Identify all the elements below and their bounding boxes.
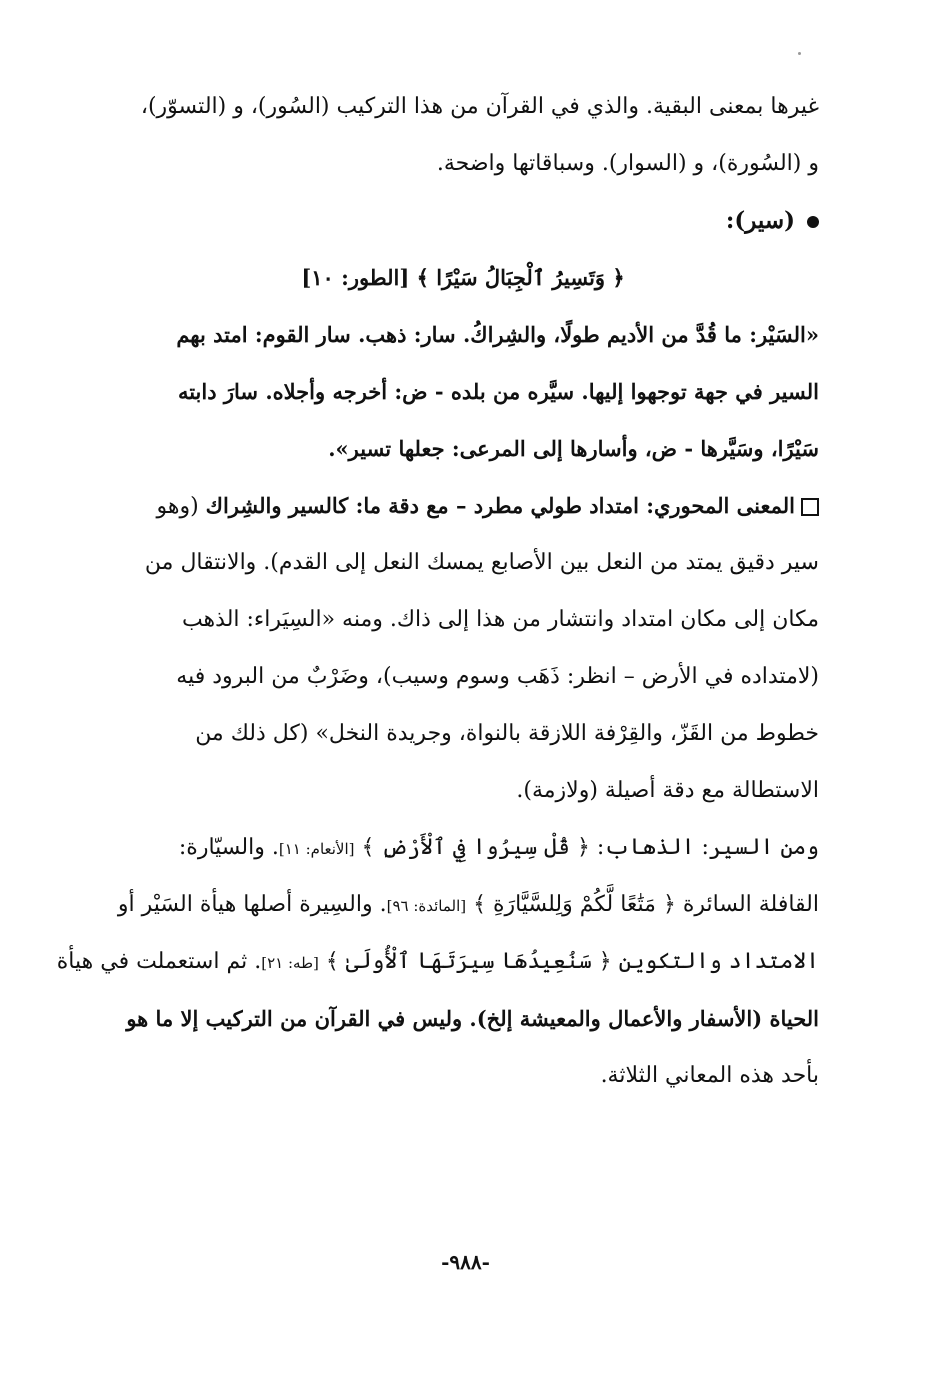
text-fragment: الامتداد والتكوين ﴿ سَنُعِيدُهَا سِيرَتَهَا ٱلْأُولَىٰ ﴾ [318, 949, 819, 974]
core-meaning-paragraph [107, 477, 819, 819]
entry-heading-text: (سير): [725, 207, 795, 234]
text-line: و (السُورة)، و (السوار). وسباقاتها واضحة. [436, 151, 819, 176]
text-line: (لامتداده في الأرض – انظر: ذَهَب وسوم وسيب)، وضَرْبٌ من البرود فيه [176, 664, 819, 689]
text-line: «السَيْر: ما قُدَّ من الأديم طولًا، والشِراكُ. سار: ذهب. سار القوم: امتد بهم [176, 322, 819, 347]
text-line: السير في جهة توجهوا إليها. سيَّره من بلده - ض: أخرجه وأجلاه. سارَ دابته [177, 379, 819, 404]
dictionary-definition [107, 306, 819, 477]
text-fragment: . ثم استعملت في هيأة [56, 949, 262, 974]
text-line: غيرها بمعنى البقية. والذي في القرآن من هذا التركيب (السُور)، و (التسوّر)، [140, 94, 819, 119]
verse-reference: [طه: ٢١] [261, 954, 319, 972]
text-line [107, 819, 819, 876]
text-fragment: (وهو [156, 494, 206, 519]
text-line: مكان إلى مكان امتداد وانتشار من هذا إلى ذاك. ومنه «السِيَراء: الذهب [181, 607, 819, 632]
quran-usage-paragraph [56, 819, 819, 1104]
text-line [56, 933, 819, 990]
page-number: -٩٨٨- [441, 1250, 490, 1274]
core-meaning-label: المعنى المحوري: امتداد طولي مطرد – مع دقة ما: كالسير والشِراك [205, 493, 795, 518]
verse-reference: [المائدة: ٩٦] [386, 897, 467, 915]
text-fragment: . والسيّارة: [178, 835, 279, 860]
text-fragment: . والسِيرة أصلها هيأة السَيْر أو [117, 892, 387, 917]
entry-heading [107, 192, 819, 249]
square-icon [801, 498, 819, 516]
bullet-icon [807, 216, 819, 228]
scan-speck [798, 52, 801, 55]
text-line: الاستطالة مع دقة أصيلة (ولازمة). [516, 778, 819, 803]
verse-reference: [الأنعام: ١١] [278, 840, 355, 858]
text-line: سير دقيق يمتد من النعل بين الأصابع يمسك النعل إلى القدم). والانتقال من [144, 550, 819, 575]
text-line: بأحد هذه المعاني الثلاثة. [600, 1063, 819, 1088]
text-line [107, 477, 819, 534]
text-line: خطوط من القَزّ، والقِرْفة اللازقة بالنواة، وجريدة النخل» (كل ذلك من [195, 721, 819, 746]
text-line [107, 876, 819, 933]
intro-paragraph [107, 78, 819, 192]
text-fragment: القافلة السائرة ﴿ مَتَٰعًا لَّكُمْ وَلِلسَّيَّارَةِ ﴾ [466, 892, 819, 917]
quran-verse: ﴿ وَتَسِيرُ ٱلْجِبَالُ سَيْرًا ﴾ [الطور: ١٠] [301, 265, 625, 290]
page-body [56, 78, 819, 1104]
text-fragment: ومن السير: الذهاب: ﴿ قُلْ سِيرُوا فِي ٱلْأَرْضِ ﴾ [354, 835, 819, 860]
text-line: الحياة (الأسفار والأعمال والمعيشة إلخ). وليس في القرآن من التركيب إلا ما هو [126, 1006, 819, 1031]
text-line: سَيْرًا، وسَيَّرها - ض، وأسارها إلى المرعى: جعلها تسير». [328, 436, 819, 461]
